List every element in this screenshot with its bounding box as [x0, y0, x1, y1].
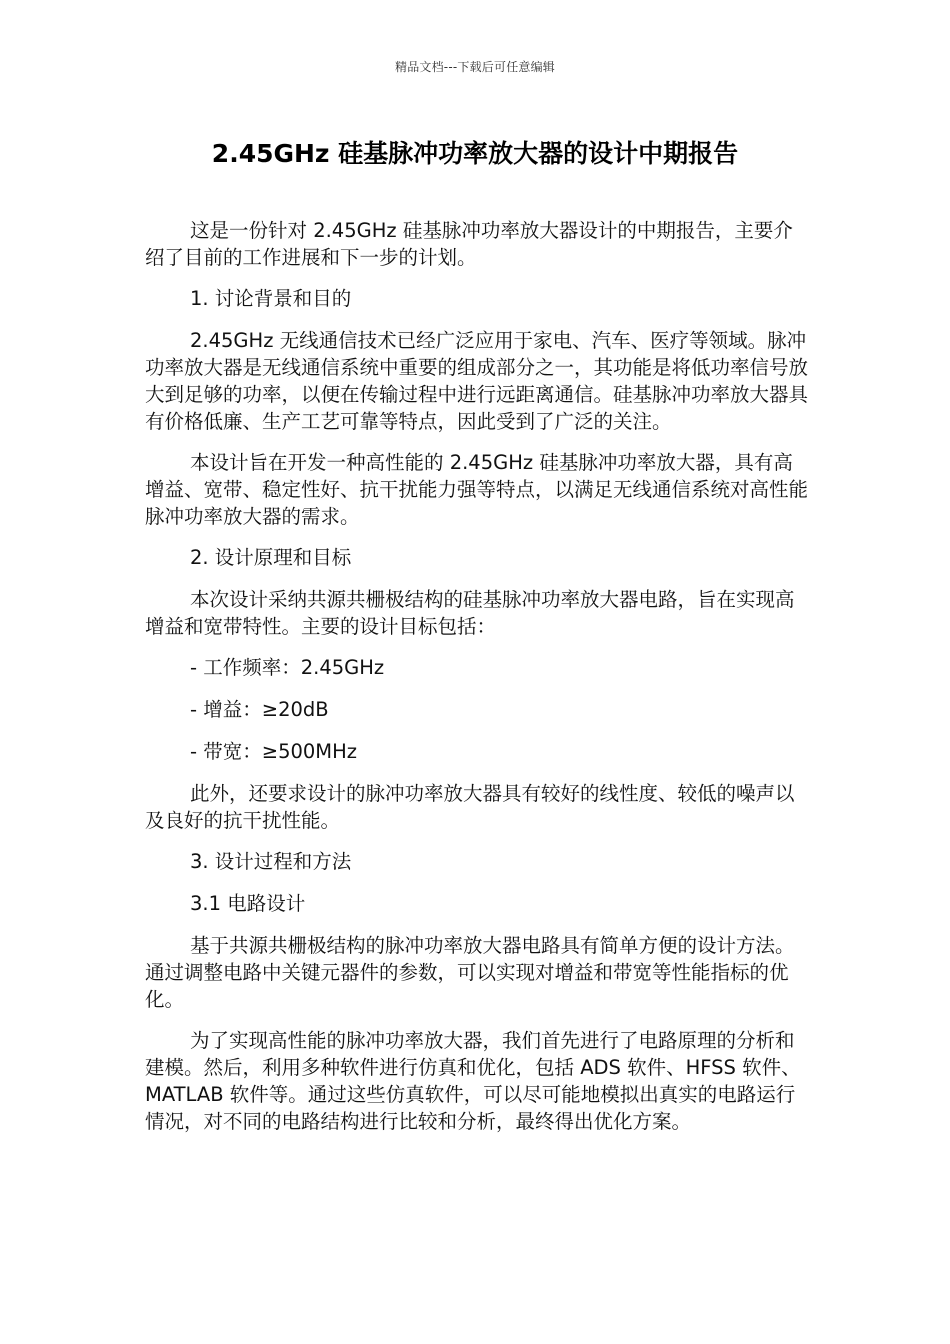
paragraph-circuit-design: 基于共源共栅极结构的脉冲功率放大器电路具有简单方便的设计方法。通过调整电路中关键元器件的参数，可以实现对增益和带宽等性能指标的优化。: [145, 934, 795, 1011]
document-title: 2.45GHz 硅基脉冲功率放大器的设计中期报告: [211, 139, 739, 168]
bullet-gain: - 增益：≥20dB: [190, 698, 329, 721]
page-header-note: 精品文档---下载后可任意编辑: [395, 60, 555, 74]
paragraph-simulation: 为了实现高性能的脉冲功率放大器，我们首先进行了电路原理的分析和建模。然后，利用多种软件进行仿真和优化，包括 ADS 软件、HFSS 软件、MATLAB 软件等。通过这些仿真软件，可以尽可能地模拟出真实的电路运行情况，对不同的电路结构进行比较和分析，最终得出优化方案。: [145, 1029, 801, 1133]
section-heading-1: 1. 讨论背景和目的: [190, 287, 352, 310]
paragraph-extra-requirements: 此外，还要求设计的脉冲功率放大器具有较好的线性度、较低的噪声以及良好的抗干扰性能。: [145, 782, 795, 832]
subsection-heading-3-1: 3.1 电路设计: [190, 892, 306, 915]
paragraph-purpose: 本设计旨在开发一种高性能的 2.45GHz 硅基脉冲功率放大器，具有高增益、宽带、稳定性好、抗干扰能力强等特点，以满足无线通信系统对高性能脉冲功率放大器的需求。: [145, 451, 809, 528]
section-heading-3: 3. 设计过程和方法: [190, 850, 352, 873]
bullet-frequency: - 工作频率：2.45GHz: [190, 656, 385, 679]
section-heading-2: 2. 设计原理和目标: [190, 546, 352, 569]
paragraph-background: 2.45GHz 无线通信技术已经广泛应用于家电、汽车、医疗等领域。脉冲功率放大器是无线通信系统中重要的组成部分之一，其功能是将低功率信号放大到足够的功率，以便在传输过程中进行远距离通信。硅基脉冲功率放大器具有价格低廉、生产工艺可靠等特点，因此受到了广泛的关注。: [145, 329, 809, 433]
paragraph-design-principle: 本次设计采纳共源共栅极结构的硅基脉冲功率放大器电路，旨在实现高增益和宽带特性。主要的设计目标包括：: [145, 588, 795, 638]
paragraph-intro: 这是一份针对 2.45GHz 硅基脉冲功率放大器设计的中期报告，主要介绍了目前的工作进展和下一步的计划。: [145, 219, 793, 269]
bullet-bandwidth: - 带宽：≥500MHz: [190, 740, 358, 763]
document-body: [145, 217, 810, 1149]
